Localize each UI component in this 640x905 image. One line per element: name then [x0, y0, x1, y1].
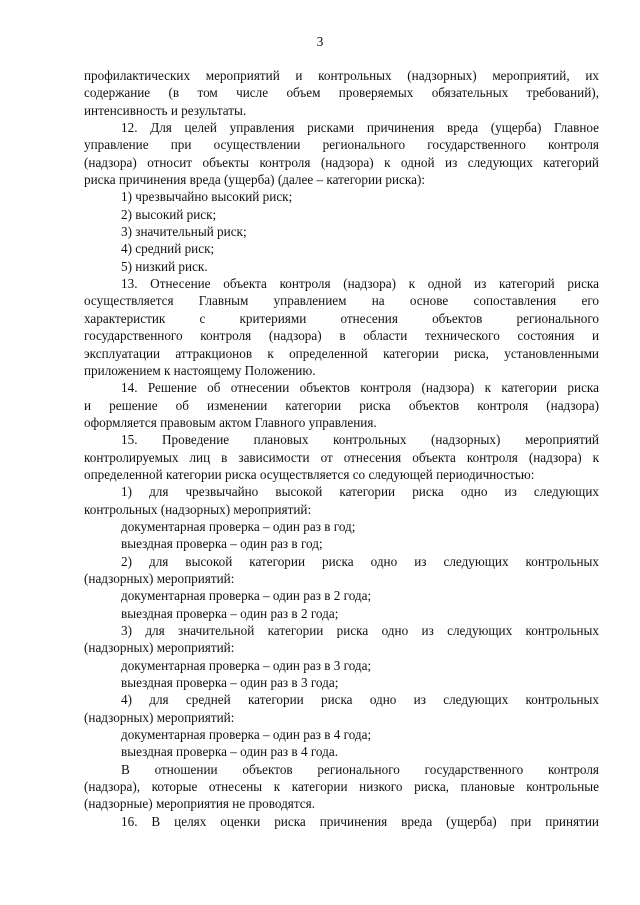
text-line: управление при осуществлении регионального государственного контроля [84, 137, 599, 153]
text-line: 12. Для целей управления рисками причинения вреда (ущерба) Главное [121, 120, 599, 136]
text-line: определенной категории риска осуществляется со следующей периодичностью: [84, 466, 535, 482]
text-line: 3) значительный риск; [121, 224, 247, 240]
text-line: (надзорных) мероприятий: [84, 709, 235, 725]
text-line: осуществляется Главным управлением на основе сопоставления его [84, 293, 599, 309]
text-line: 13. Отнесение объекта контроля (надзора) к одной из категорий риска [121, 276, 599, 292]
text-line: приложением к настоящему Положению. [84, 362, 316, 378]
text-line: контрольных (надзорных) мероприятий: [84, 501, 312, 517]
text-line: и решение об изменении категории риска объектов контроля (надзора) [84, 397, 599, 413]
text-line: профилактических мероприятий и контрольных (надзорных) мероприятий, их [84, 68, 599, 83]
text-line: риска причинения вреда (ущерба) (далее – категории риска): [84, 172, 426, 188]
text-line: 1) чрезвычайно высокий риск; [121, 189, 293, 205]
document-body [84, 67, 599, 830]
text-line: документарная проверка – один раз в 3 года; [121, 657, 372, 673]
text-line: выездная проверка – один раз в 4 года. [121, 744, 338, 760]
text-line: (надзора), которые отнесены к категории низкого риска, плановые контрольные [84, 779, 599, 795]
text-line: интенсивность и результаты. [84, 102, 247, 118]
text-line: 2) для высокой категории риска одно из следующих контрольных [121, 553, 599, 569]
text-line: (надзора) относит объекты контроля (надзора) к одной из следующих категорий [84, 154, 599, 170]
text-line: содержание (в том числе объем проверяемых обязательных требований), [84, 85, 599, 101]
text-line: 4) средний риск; [121, 241, 215, 257]
text-line: оформляется правовым актом Главного управления. [84, 414, 377, 430]
text-line: выездная проверка – один раз в год; [121, 536, 323, 552]
text-line: 2) высокий риск; [121, 206, 217, 222]
text-line: государственного контроля (надзора) в области технического состояния и [84, 328, 599, 344]
text-line: 1) для чрезвычайно высокой категории риска одно из следующих [121, 484, 599, 500]
text-line: (надзорных) мероприятий: [84, 640, 235, 656]
text-line: 3) для значительной категории риска одно из следующих контрольных [121, 623, 599, 638]
text-line: выездная проверка – один раз в 2 года; [121, 605, 339, 621]
text-line: (надзорные) мероприятия не проводятся. [84, 796, 316, 812]
text-line: (надзорных) мероприятий: [84, 570, 235, 586]
text-line: 14. Решение об отнесении объектов контроля (надзора) к категории риска [121, 380, 599, 396]
text-line: документарная проверка – один раз в 4 года; [121, 727, 372, 743]
text-line: 4) для средней категории риска одно из следующих контрольных [121, 692, 599, 708]
page-number: 3 [316, 34, 324, 49]
text-line: эксплуатации аттракционов к определенной категории риска, установленными [84, 345, 599, 361]
text-line: В отношении объектов регионального государственного контроля [121, 761, 599, 777]
text-line: контролируемых лиц в зависимости от отнесения объекта контроля (надзора) к [84, 449, 599, 465]
text-line: документарная проверка – один раз в 2 года; [121, 588, 372, 604]
text-line: 15. Проведение плановых контрольных (надзорных) мероприятий [121, 432, 599, 448]
text-line: выездная проверка – один раз в 3 года; [121, 675, 339, 691]
text-line: 16. В целях оценки риска причинения вреда (ущерба) при принятии [121, 813, 599, 829]
text-line: 5) низкий риск. [121, 258, 208, 274]
text-line: документарная проверка – один раз в год; [121, 518, 356, 534]
text-line: характеристик с критериями отнесения объектов регионального [84, 310, 599, 326]
